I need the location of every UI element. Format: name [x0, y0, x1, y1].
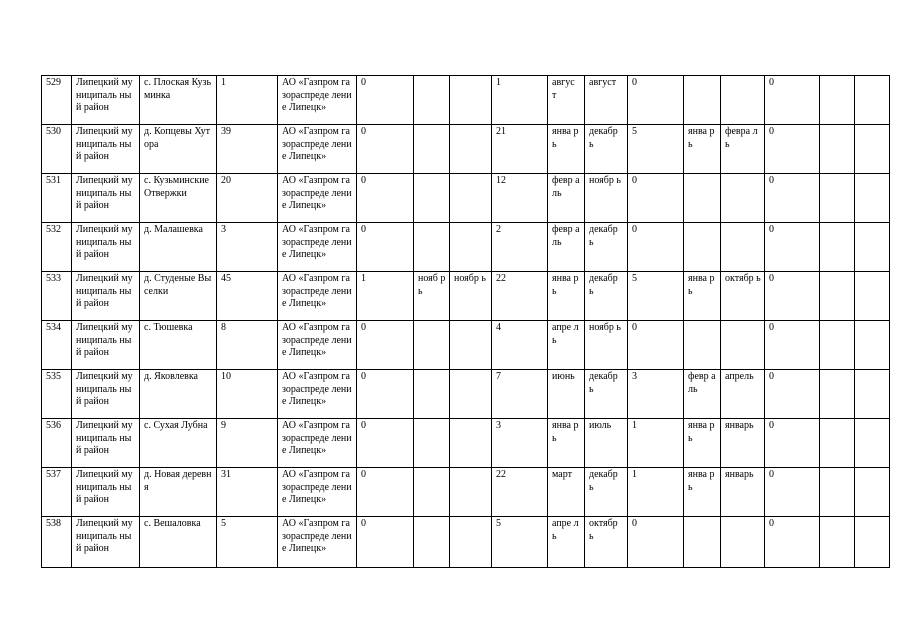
cell-col9: 2: [492, 223, 548, 272]
cell-col6: 0: [357, 468, 414, 517]
cell-col15: 0: [765, 468, 820, 517]
cell-col10: авгус т: [548, 76, 585, 125]
cell-col11: декабр ь: [585, 468, 628, 517]
cell-col9: 7: [492, 370, 548, 419]
cell-organization: АО «Газпром газораспреде ление Липецк»: [278, 125, 357, 174]
cell-col15: 0: [765, 272, 820, 321]
cell-col14: [721, 517, 765, 568]
cell-organization: АО «Газпром газораспреде ление Липецк»: [278, 419, 357, 468]
cell-col7: [414, 517, 450, 568]
cell-col17: [855, 517, 890, 568]
cell-col13: [684, 517, 721, 568]
cell-col8: [450, 174, 492, 223]
cell-settlement: с. Плоская Кузьминка: [140, 76, 217, 125]
cell-col9: 22: [492, 468, 548, 517]
cell-organization: АО «Газпром газораспреде ление Липецк»: [278, 321, 357, 370]
cell-col9: 12: [492, 174, 548, 223]
cell-count: 20: [217, 174, 278, 223]
cell-col6: 0: [357, 223, 414, 272]
cell-district: Липецкий муниципаль ный район: [72, 370, 140, 419]
cell-col17: [855, 174, 890, 223]
cell-col6: 0: [357, 517, 414, 568]
cell-settlement: д. Новая деревня: [140, 468, 217, 517]
cell-col13: янва рь: [684, 419, 721, 468]
table-row: [42, 174, 890, 223]
cell-col10: янва рь: [548, 419, 585, 468]
cell-organization: АО «Газпром газораспреде ление Липецк»: [278, 468, 357, 517]
cell-col13: [684, 321, 721, 370]
cell-col7: [414, 223, 450, 272]
cell-col16: [820, 272, 855, 321]
cell-district: Липецкий муниципаль ный район: [72, 419, 140, 468]
cell-district: Липецкий муниципаль ный район: [72, 321, 140, 370]
cell-district: Липецкий муниципаль ный район: [72, 125, 140, 174]
cell-col8: ноябр ь: [450, 272, 492, 321]
table-row: [42, 321, 890, 370]
cell-col8: [450, 321, 492, 370]
cell-col9: 22: [492, 272, 548, 321]
cell-col12: 5: [628, 125, 684, 174]
cell-col9: 3: [492, 419, 548, 468]
cell-col17: [855, 223, 890, 272]
cell-district: Липецкий муниципаль ный район: [72, 517, 140, 568]
cell-col11: декабр ь: [585, 223, 628, 272]
table-row: [42, 468, 890, 517]
cell-col13: янва рь: [684, 125, 721, 174]
cell-col15: 0: [765, 419, 820, 468]
cell-settlement: с. Кузьминские Отвержки: [140, 174, 217, 223]
cell-col9: 21: [492, 125, 548, 174]
cell-col9: 4: [492, 321, 548, 370]
cell-organization: АО «Газпром газораспреде ление Липецк»: [278, 370, 357, 419]
cell-count: 8: [217, 321, 278, 370]
cell-col14: февра ль: [721, 125, 765, 174]
cell-col6: 0: [357, 321, 414, 370]
cell-col14: [721, 76, 765, 125]
cell-col13: февр аль: [684, 370, 721, 419]
cell-col16: [820, 174, 855, 223]
cell-col17: [855, 419, 890, 468]
cell-col12: 5: [628, 272, 684, 321]
cell-col11: декабр ь: [585, 370, 628, 419]
table-row: [42, 517, 890, 568]
cell-col12: 1: [628, 468, 684, 517]
cell-col10: апре ль: [548, 517, 585, 568]
cell-settlement: с. Сухая Лубна: [140, 419, 217, 468]
cell-col15: 0: [765, 370, 820, 419]
cell-col17: [855, 76, 890, 125]
cell-col16: [820, 517, 855, 568]
cell-col14: [721, 174, 765, 223]
cell-col13: [684, 174, 721, 223]
cell-col17: [855, 370, 890, 419]
cell-settlement: с. Вешаловка: [140, 517, 217, 568]
cell-number: 532: [42, 223, 72, 272]
cell-col11: ноябр ь: [585, 174, 628, 223]
cell-col13: янва рь: [684, 468, 721, 517]
cell-col7: [414, 174, 450, 223]
cell-col16: [820, 370, 855, 419]
cell-organization: АО «Газпром газораспреде ление Липецк»: [278, 272, 357, 321]
cell-col7: [414, 419, 450, 468]
cell-col8: [450, 419, 492, 468]
cell-col15: 0: [765, 223, 820, 272]
cell-col11: октябр ь: [585, 517, 628, 568]
cell-col6: 0: [357, 174, 414, 223]
cell-number: 529: [42, 76, 72, 125]
cell-number: 536: [42, 419, 72, 468]
cell-settlement: д. Малашевка: [140, 223, 217, 272]
cell-number: 530: [42, 125, 72, 174]
table-row: [42, 125, 890, 174]
cell-district: Липецкий муниципаль ный район: [72, 174, 140, 223]
cell-col10: июнь: [548, 370, 585, 419]
cell-col10: янва рь: [548, 272, 585, 321]
cell-col11: декабр ь: [585, 125, 628, 174]
cell-col13: [684, 223, 721, 272]
cell-col16: [820, 223, 855, 272]
cell-col8: [450, 76, 492, 125]
table-row: [42, 272, 890, 321]
cell-col16: [820, 125, 855, 174]
cell-organization: АО «Газпром газораспреде ление Липецк»: [278, 174, 357, 223]
cell-col13: янва рь: [684, 272, 721, 321]
cell-col14: октябр ь: [721, 272, 765, 321]
cell-col7: [414, 125, 450, 174]
cell-col7: [414, 370, 450, 419]
cell-col16: [820, 76, 855, 125]
cell-number: 534: [42, 321, 72, 370]
table-body: [42, 76, 890, 568]
cell-col10: февр аль: [548, 223, 585, 272]
cell-organization: АО «Газпром газораспреде ление Липецк»: [278, 517, 357, 568]
cell-number: 533: [42, 272, 72, 321]
cell-col15: 0: [765, 174, 820, 223]
table-row: [42, 370, 890, 419]
cell-district: Липецкий муниципаль ный район: [72, 272, 140, 321]
cell-number: 537: [42, 468, 72, 517]
cell-col15: 0: [765, 517, 820, 568]
cell-col7: [414, 321, 450, 370]
cell-col12: 0: [628, 321, 684, 370]
cell-col8: [450, 223, 492, 272]
cell-settlement: д. Яковлевка: [140, 370, 217, 419]
cell-col6: 0: [357, 419, 414, 468]
cell-col11: декабр ь: [585, 272, 628, 321]
cell-col14: январь: [721, 468, 765, 517]
cell-col6: 1: [357, 272, 414, 321]
cell-col10: март: [548, 468, 585, 517]
cell-col17: [855, 272, 890, 321]
cell-col8: [450, 125, 492, 174]
table-row: [42, 419, 890, 468]
cell-col11: июль: [585, 419, 628, 468]
cell-col12: 0: [628, 174, 684, 223]
cell-col13: [684, 76, 721, 125]
cell-col10: апре ль: [548, 321, 585, 370]
cell-settlement: д. Копцевы Хутора: [140, 125, 217, 174]
cell-col9: 5: [492, 517, 548, 568]
cell-col14: январь: [721, 419, 765, 468]
cell-col16: [820, 468, 855, 517]
cell-district: Липецкий муниципаль ный район: [72, 223, 140, 272]
cell-count: 31: [217, 468, 278, 517]
cell-count: 45: [217, 272, 278, 321]
cell-count: 10: [217, 370, 278, 419]
cell-col17: [855, 321, 890, 370]
cell-number: 538: [42, 517, 72, 568]
cell-count: 5: [217, 517, 278, 568]
cell-district: Липецкий муниципаль ный район: [72, 76, 140, 125]
cell-col7: [414, 76, 450, 125]
cell-col15: 0: [765, 76, 820, 125]
cell-col8: [450, 517, 492, 568]
cell-col12: 0: [628, 76, 684, 125]
cell-col8: [450, 370, 492, 419]
cell-col14: [721, 321, 765, 370]
data-table: [41, 75, 890, 568]
cell-number: 531: [42, 174, 72, 223]
cell-number: 535: [42, 370, 72, 419]
cell-col7: [414, 468, 450, 517]
table-row: [42, 76, 890, 125]
cell-count: 1: [217, 76, 278, 125]
cell-col12: 1: [628, 419, 684, 468]
cell-col10: янва рь: [548, 125, 585, 174]
cell-col6: 0: [357, 125, 414, 174]
cell-col15: 0: [765, 321, 820, 370]
cell-count: 3: [217, 223, 278, 272]
cell-district: Липецкий муниципаль ный район: [72, 468, 140, 517]
cell-col8: [450, 468, 492, 517]
cell-count: 9: [217, 419, 278, 468]
cell-col12: 0: [628, 517, 684, 568]
cell-col11: ноябр ь: [585, 321, 628, 370]
cell-settlement: д. Студеные Выселки: [140, 272, 217, 321]
cell-col7: нояб рь: [414, 272, 450, 321]
cell-col6: 0: [357, 76, 414, 125]
cell-col12: 3: [628, 370, 684, 419]
cell-col17: [855, 468, 890, 517]
cell-col6: 0: [357, 370, 414, 419]
cell-col11: август: [585, 76, 628, 125]
cell-col9: 1: [492, 76, 548, 125]
cell-col16: [820, 321, 855, 370]
table-row: [42, 223, 890, 272]
cell-settlement: с. Тюшевка: [140, 321, 217, 370]
cell-organization: АО «Газпром газораспреде ление Липецк»: [278, 223, 357, 272]
cell-col14: апрель: [721, 370, 765, 419]
cell-col14: [721, 223, 765, 272]
cell-col16: [820, 419, 855, 468]
cell-col10: февр аль: [548, 174, 585, 223]
cell-count: 39: [217, 125, 278, 174]
cell-col17: [855, 125, 890, 174]
cell-organization: АО «Газпром газораспреде ление Липецк»: [278, 76, 357, 125]
cell-col15: 0: [765, 125, 820, 174]
cell-col12: 0: [628, 223, 684, 272]
